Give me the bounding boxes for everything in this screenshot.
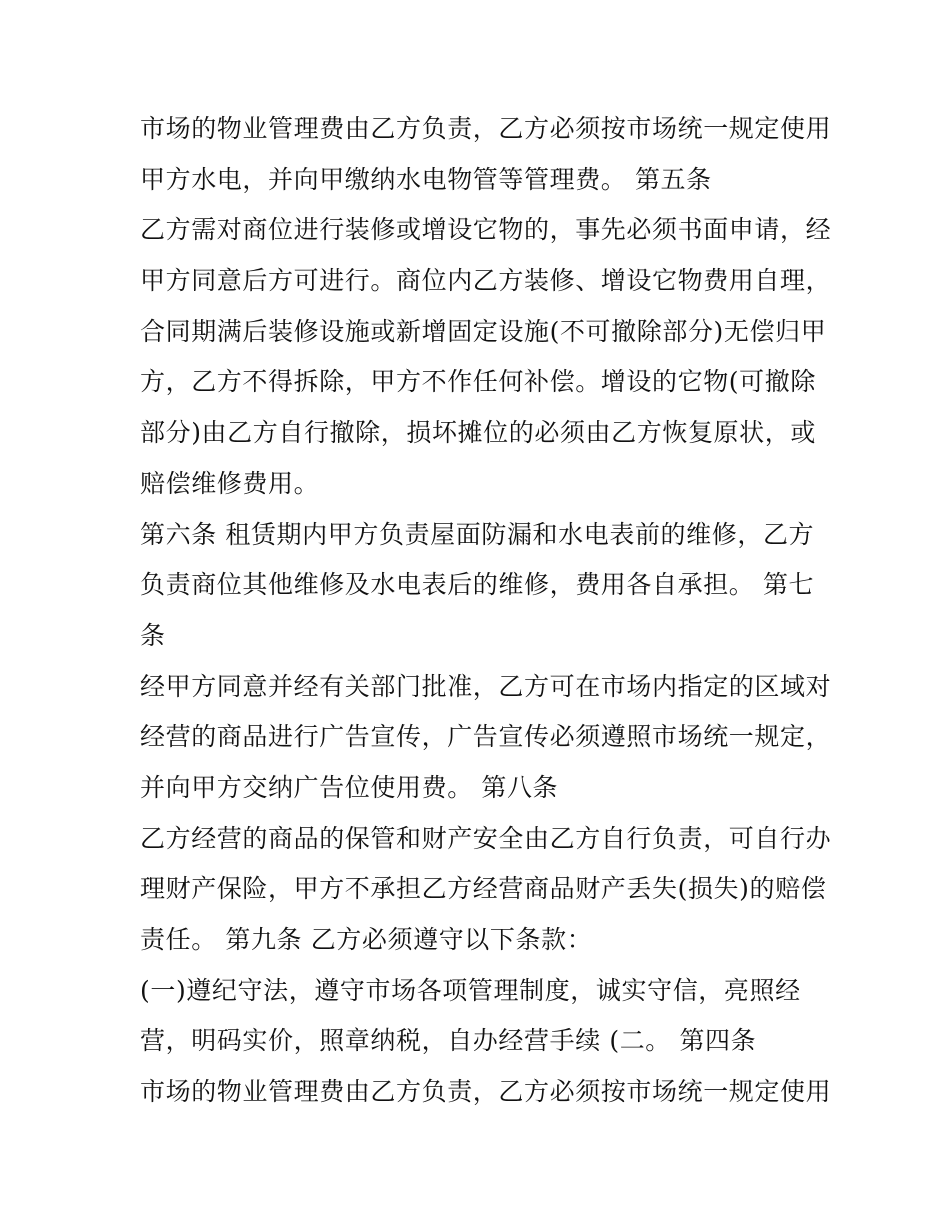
text-line: 负责商位其他维修及水电表后的维修，费用各自承担。 第七 [140, 570, 815, 600]
text-line: 理财产保险，甲方不承担乙方经营商品财产丢失(损失)的赔偿 [140, 874, 827, 904]
text-line: 合同期满后装修设施或新增固定设施(不可撤除部分)无偿归甲 [140, 316, 827, 346]
text-line: 并向甲方交纳广告位使用费。 第八条 [140, 772, 559, 802]
text-line: 部分)由乙方自行撤除，损坏摊位的必须由乙方恢复原状，或 [140, 418, 816, 448]
text-line: 市场的物业管理费由乙方负责，乙方必须按市场统一规定使用 [140, 114, 832, 143]
text-line: 营，明码实价，照章纳税，自办经营手续 (二。 第四条 [140, 1026, 757, 1056]
text-line: 第六条 租赁期内甲方负责屋面防漏和水电表前的维修，乙方 [140, 519, 815, 549]
text-line: 市场的物业管理费由乙方负责，乙方必须按市场统一规定使用 [140, 1077, 832, 1107]
text-line: 经营的商品进行广告宣传，广告宣传必须遵照市场统一规定， [140, 722, 832, 752]
document-body [140, 104, 830, 1118]
text-line: (一)遵纪守法，遵守市场各项管理制度，诚实守信，亮照经 [140, 975, 801, 1005]
text-line: 经甲方同意并经有关部门批准，乙方可在市场内指定的区域对 [140, 671, 832, 701]
text-line: 乙方需对商位进行装修或增设它物的，事先必须书面申请，经 [140, 215, 832, 245]
text-line: 方，乙方不得拆除，甲方不作任何补偿。增设的它物(可撤除 [140, 367, 816, 397]
text-line: 甲方同意后方可进行。商位内乙方装修、增设它物费用自理， [140, 266, 832, 296]
text-line: 条 [140, 620, 166, 650]
text-line: 责任。 第九条 乙方必须遵守以下条款： [140, 925, 593, 954]
text-line: 乙方经营的商品的保管和财产安全由乙方自行负责，可自行办 [140, 823, 832, 853]
text-line: 赔偿维修费用。 [140, 468, 320, 498]
text-line: 甲方水电，并向甲缴纳水电物管等管理费。 第五条 [140, 164, 712, 194]
